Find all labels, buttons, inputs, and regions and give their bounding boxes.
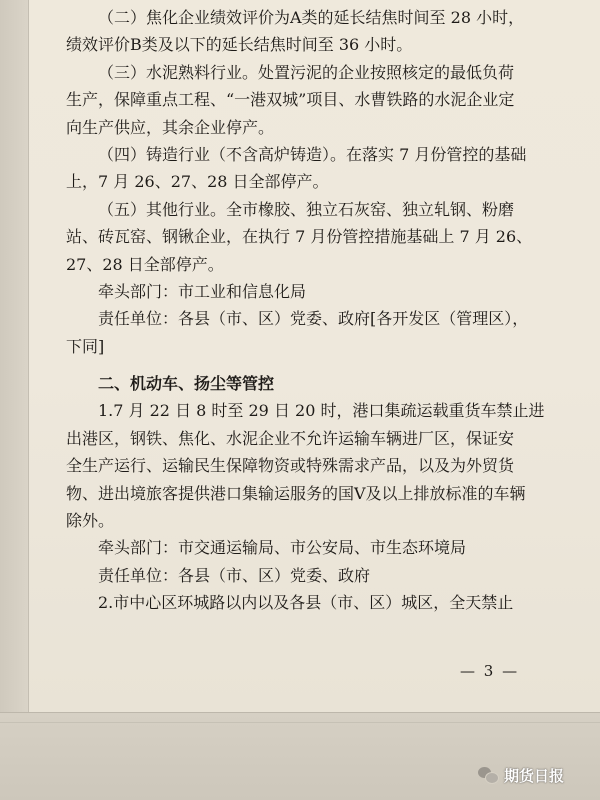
text-line: 下同] [66,336,105,356]
text-line: 全生产运行、运输民生保障物资或特殊需求产品，以及为外贸货 [66,456,515,476]
text-line: （二）焦化企业绩效评价为A类的延长结焦时间至 28 小时， [98,8,525,27]
document-body [66,6,586,619]
page-underlay [0,712,600,800]
text-line: 牵头部门：市交通运输局、市公安局、市生态环境局 [98,538,467,558]
page-edge-line [0,712,600,713]
text-line: 1.7 月 22 日 8 时至 29 日 20 时，港口集疏运载重货车禁止进 [98,401,545,421]
text-line: 牵头部门：市工业和信息化局 [98,281,307,301]
text-line: 除外。 [66,511,115,531]
text-line: 生产，保障重点工程、“一港双城”项目、水曹铁路的水泥企业定 [66,90,515,110]
text-line: 绩效评价B类及以下的延长结焦时间至 36 小时。 [66,35,413,55]
text-line: （三）水泥熟料行业。处置污泥的企业按照核定的最低负荷 [98,62,515,82]
text-line: 物、进出境旅客提供港口集输运服务的国V及以上排放标准的车辆 [66,483,526,503]
wechat-icon [478,766,498,784]
text-line: 责任单位：各县（市、区）党委、政府 [98,565,371,585]
text-line: （四）铸造行业（不含高炉铸造）。在落实 7 月份管控的基础 [98,144,527,164]
text-line: 站、砖瓦窑、钢锹企业，在执行 7 月份管控措施基础上 7 月 26、 [66,227,533,247]
watermark [478,764,564,786]
text-line: 27、28 日全部停产。 [66,254,224,274]
page-number: — 3 — [460,662,520,680]
section-heading: 二、机动车、扬尘等管控 [98,374,275,394]
text-line: 责任单位：各县（市、区）党委、政府[各开发区（管理区）， [98,309,529,329]
text-line: 上，7 月 26、27、28 日全部停产。 [66,172,329,192]
watermark-text: 期货日报 [504,766,565,785]
text-line: 向生产供应，其余企业停产。 [66,117,275,137]
text-line: （五）其他行业。全市橡胶、独立石灰窑、独立轧钢、粉磨 [98,199,515,219]
text-line: 出港区，钢铁、焦化、水泥企业不允许运输车辆进厂区，保证安 [66,428,515,448]
page-edge-line [0,722,600,723]
text-line: 2.市中心区环城路以内以及各县（市、区）城区，全天禁止 [98,593,514,613]
